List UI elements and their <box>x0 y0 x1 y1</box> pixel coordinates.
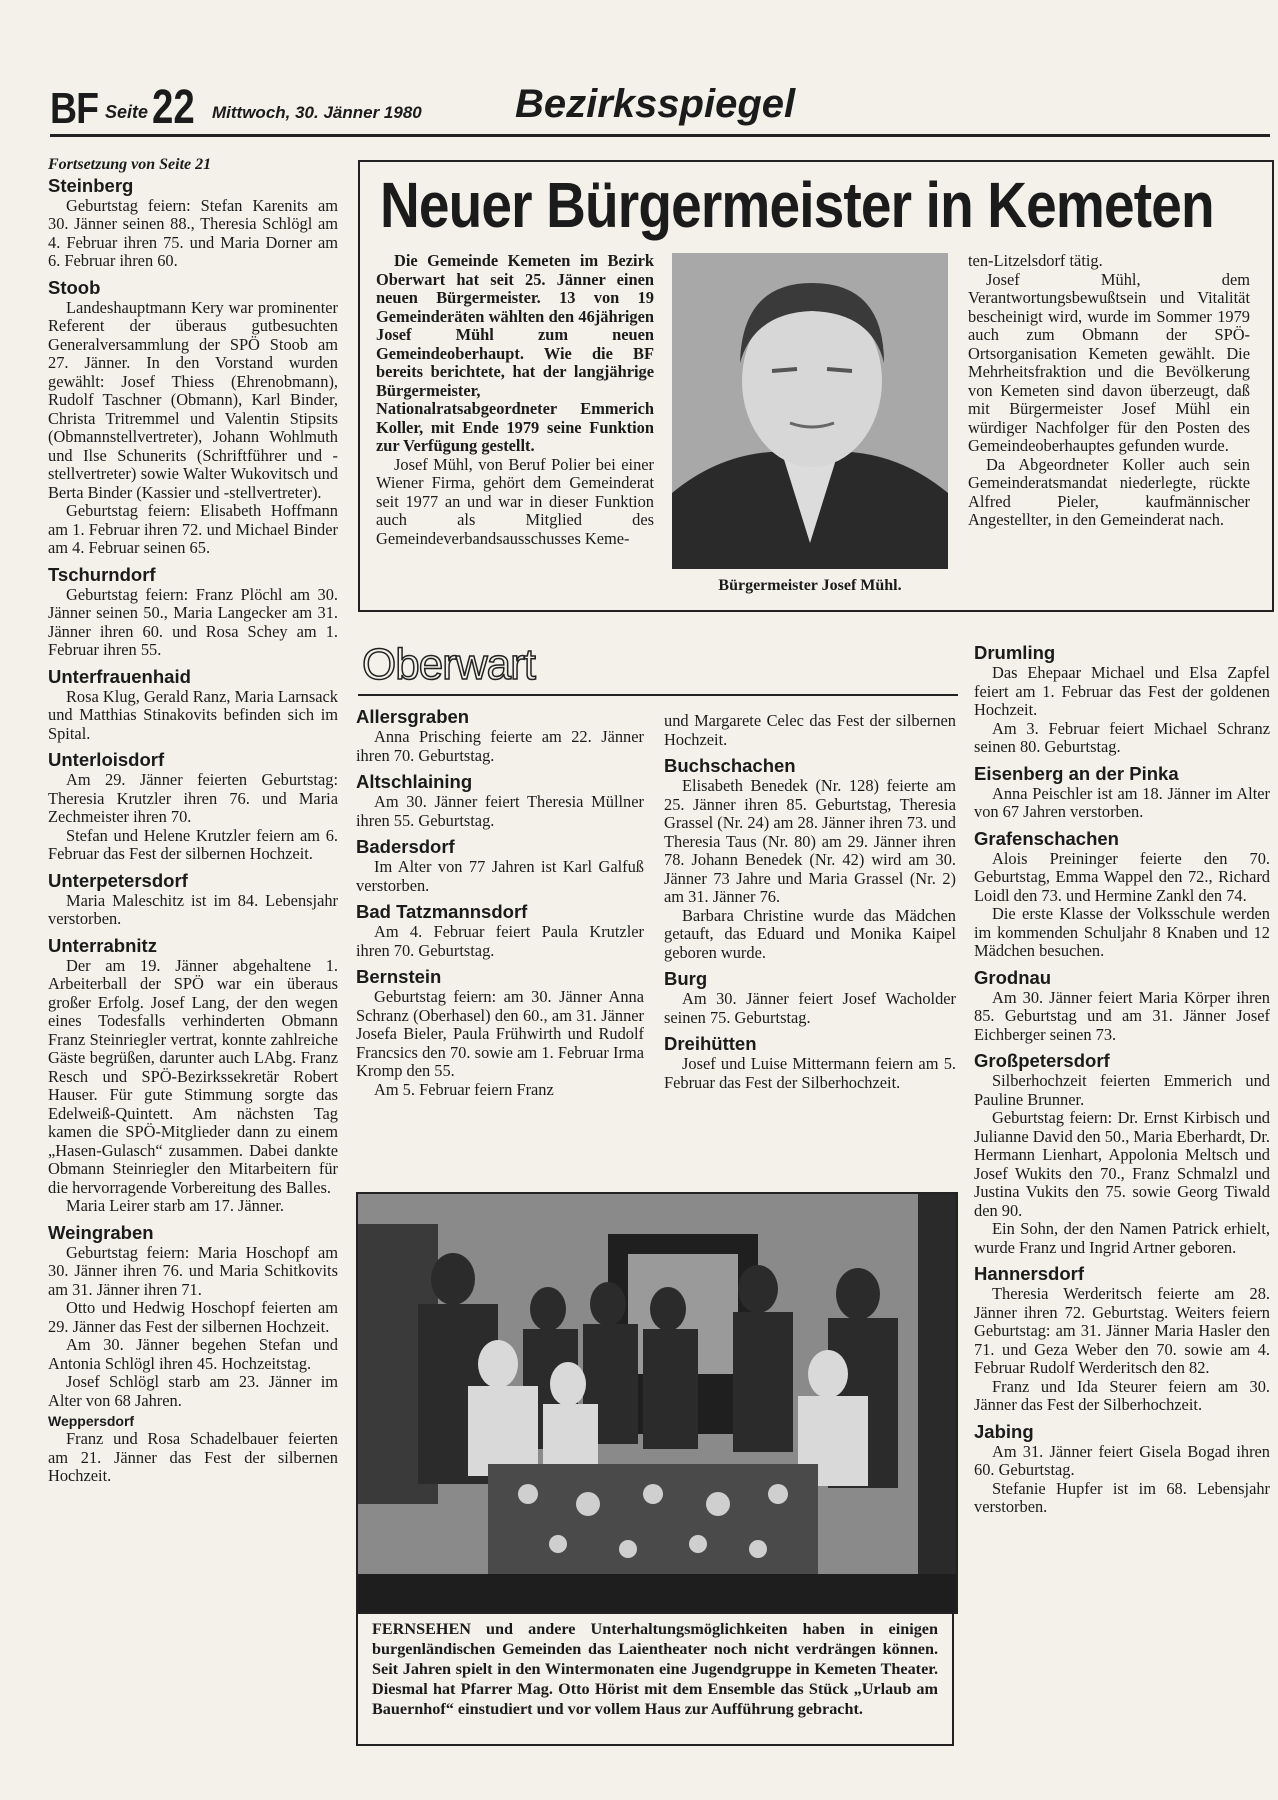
heading-burg: Burg <box>664 968 708 989</box>
heading-allersgraben: Allersgraben <box>356 706 470 727</box>
text-tschurndorf: Geburtstag feiern: Franz Plöchl am 30. Jänner seinen 50., Maria Langecker am 31. Jänner ihren 60. und Rosa Schey am 1. Februar ihren 55. <box>48 584 338 659</box>
heading-grosspetersdorf: Großpetersdorf <box>974 1050 1110 1071</box>
page-number: 22 <box>152 81 195 134</box>
text-allersgraben: Anna Prisching feierte am 22. Jänner ihren 70. Geburtstag. <box>356 727 644 765</box>
continuation-note: Fortsetzung von Seite 21 <box>48 156 212 173</box>
heading-unterfrauenhaid: Unterfrauenhaid <box>48 665 191 687</box>
text-stoob-1: Landeshauptmann Kery war prominenter Referent der überaus gutbesuchten Generalversammlung der SPÖ Stoob am 27. Jänner. In den Vorstand wurden gewählt: Josef Thiess (Ehrenobmann), Rudolf Taschner (Obmann), Karl Binder, Christa Tritremmel und Valentin Stipsits (Obmannstellvertreter), Johann Wohlmuth und Ilse Schunerits (Schriftführer und -stellvertreter) sowie Walter Wukovitsch und Berta Binder (Kassier und -stellvertreter). <box>48 297 338 502</box>
text-unterrabnitz-2: Maria Leirer starb am 17. Jänner. <box>66 1196 284 1215</box>
text-bernstein-1: Geburtstag feiern: am 30. Jänner Anna Schranz (Oberhasel) den 60., am 31. Jänner Josefa Bieler, Paula Frühwirth und Rudolf Francsics den 70. sowie am 1. Februar Irma Kromp den 55. <box>356 987 644 1080</box>
district-rule <box>358 694 958 696</box>
text-grodnau: Am 30. Jänner feiert Maria Körper ihren 85. Geburtstag und am 31. Jänner Josef Eichberger seinen 73. <box>974 987 1270 1044</box>
text-unterloisdorf-1: Am 29. Jänner feierten Geburtstag: Theresia Krutzler ihren 76. und Maria Zechmeister ihren 70. <box>48 770 338 826</box>
text-badersdorf: Im Alter von 77 Jahren ist Karl Galfuß verstorben. <box>356 857 644 895</box>
theater-image <box>358 1194 956 1612</box>
page-label: Seite <box>105 102 149 122</box>
feature-headline: Neuer Bürgermeister in Kemeten <box>380 169 1214 241</box>
heading-steinberg: Steinberg <box>48 174 134 196</box>
heading-dreihuetten: Dreihütten <box>664 1033 757 1054</box>
text-eisenberg: Anna Peischler ist am 18. Jänner im Alter von 67 Jahren verstorben. <box>974 783 1270 821</box>
feature-column-3 <box>968 252 1250 530</box>
left-column <box>48 156 338 1486</box>
heading-unterrabnitz: Unterrabnitz <box>48 934 157 956</box>
text-buchschachen-1: Elisabeth Benedek (Nr. 128) feierte am 25. Jänner ihren 85. Geburtstag, Theresia Grassel (Nr. 24) am 28. Jänner ihren 73. und Theresia Taus (Nr. 80) am 29. Jänner ihren 78. Johann Benedek (Nr. 42) wird am 30. Jänner 73 Jahre und Maria Grassel (Nr. 2) am 31. Jänner 76. <box>664 776 956 906</box>
heading-buchschachen: Buchschachen <box>664 755 796 776</box>
page-header <box>50 78 1270 134</box>
header-rule <box>50 134 1270 137</box>
text-weingraben-4: Josef Schlögl starb am 23. Jänner im Alter von 68 Jahren. <box>48 1372 338 1410</box>
section-title: Bezirksspiegel <box>515 82 796 126</box>
heading-badersdorf: Badersdorf <box>356 836 455 857</box>
heading-grafenschachen: Grafenschachen <box>974 827 1119 849</box>
text-bernstein-2: Am 5. Februar feiern Franz <box>374 1079 554 1099</box>
text-grafenschachen-1: Alois Preininger feierte den 70. Geburtstag, Emma Wappel den 72., Richard Loidl den 73. und Hermine Zankl den 74. <box>974 848 1270 905</box>
heading-hannersdorf: Hannersdorf <box>974 1263 1084 1284</box>
feature-lead: Die Gemeinde Kemeten im Bezirk Oberwart hat seit 25. Jänner einen neuen Bürgermeister. 13 von 19 Gemeinderäten wählten den 46jährigen Josef Mühl zum neuen Gemeindeoberhaupt. Wie die BF bereits berichtete, hat der langjährige Bürgermeister, Nationalratsabgeordneter Emmerich Koller, mit Ende 1979 seine Funktion zur Verfügung gestellt. <box>376 251 654 455</box>
text-drumling-1: Das Ehepaar Michael und Elsa Zapfel feiert am 1. Februar das Fest der goldenen Hochzeit. <box>974 663 1270 719</box>
text-drumling-2: Am 3. Februar feiert Michael Schranz seinen 80. Geburtstag. <box>974 718 1270 756</box>
text-grafenschachen-2: Die erste Klasse der Volksschule werden im kommenden Schuljahr 8 Knaben und 12 Mädchen besuchen. <box>974 904 1270 960</box>
text-grosspetersdorf-2: Geburtstag feiern: Dr. Ernst Kirbisch und Julianne David den 50., Maria Eberhardt, Dr. Hermann Lienhart, Appolonia Meltsch und Josef Wukits den 70., Franz Schmalzl und Justina Vukits den 75. sowie Georg Tiwald den 90. <box>974 1108 1270 1220</box>
text-buchschachen-2: Barbara Christine wurde das Mädchen getauft, das Eduard und Monika Kaipel geboren wurde. <box>664 905 956 962</box>
text-unterfrauenhaid: Rosa Klug, Gerald Ranz, Maria Larnsack und Matthias Stinakovits befinden sich im Spital. <box>48 686 338 743</box>
newspaper-logo: BF <box>50 84 99 133</box>
heading-bernstein: Bernstein <box>356 966 442 987</box>
text-grosspetersdorf-3: Ein Sohn, der den Namen Patrick erhielt, wurde Franz und Ingrid Artner geboren. <box>974 1219 1270 1257</box>
text-weingraben-3: Am 30. Jänner begehen Stefan und Antonia Schlögl ihren 45. Hochzeitstag. <box>48 1335 338 1373</box>
heading-unterloisdorf: Unterloisdorf <box>48 749 165 770</box>
feature-body-2: ten-Litzelsdorf tätig. <box>968 251 1103 270</box>
text-weingraben-2: Otto und Hedwig Hoschopf feierten am 29. Jänner das Fest der silbernen Hochzeit. <box>48 1298 338 1336</box>
theater-photo <box>356 1192 958 1614</box>
text-dreihuetten: Josef und Luise Mittermann feiern am 5. Februar das Fest der Silberhochzeit. <box>664 1054 956 1092</box>
text-weppersdorf: Franz und Rosa Schadelbauer feierten am 21. Jänner das Fest der silbernen Hochzeit. <box>48 1429 338 1485</box>
heading-jabing: Jabing <box>974 1420 1034 1442</box>
text-stoob-2: Geburtstag feiern: Elisabeth Hoffmann am 1. Februar ihren 72. und Michael Binder am 4. Februar seinen 65. <box>48 501 338 557</box>
portrait-image <box>672 253 948 569</box>
middle-column-1 <box>356 706 644 1099</box>
text-altschlaining: Am 30. Jänner feiert Theresia Müllner ihren 55. Geburtstag. <box>356 792 644 830</box>
portrait-caption: Bürgermeister Josef Mühl. <box>718 577 902 594</box>
middle-column-2 <box>664 712 956 1092</box>
feature-body-3: Josef Mühl, dem Verantwortungsbewußtsein und Vitalität bescheinigt wird, wurde im Sommer 1979 auch zum Obmann der SPÖ-Ortsorganisation Kemeten gewählt. Die Mehrheitsfraktion und die Bevölkerung von Kemeten sind davon überzeugt, daß mit Bürgermeister Josef Mühl ein würdiger Nachfolger für den Posten des Gemeindeoberhauptes gefunden wurde. <box>968 269 1250 455</box>
heading-eisenberg: Eisenberg an der Pinka <box>974 762 1179 784</box>
heading-bad-tatzmannsdorf: Bad Tatzmannsdorf <box>356 901 528 922</box>
text-unterpetersdorf: Maria Maleschitz ist im 84. Lebensjahr verstorben. <box>48 890 338 928</box>
right-column <box>974 642 1270 1517</box>
text-hannersdorf-1: Theresia Werderitsch feierte am 28. Jänner ihren 72. Geburtstag. Weiters feiern Geburtstag: am 31. Jänner Maria Hasler den 71. und Geza Weber den 70. sowie am 4. Februar Rudolf Werderitsch den 82. <box>974 1284 1270 1377</box>
text-jabing-1: Am 31. Jänner feiert Gisela Bogad ihren 60. Geburtstag. <box>974 1441 1270 1479</box>
text-grosspetersdorf-1: Silberhochzeit feierten Emmerich und Pauline Brunner. <box>974 1071 1270 1109</box>
text-jabing-2: Stefanie Hupfer ist im 68. Lebensjahr verstorben. <box>974 1478 1270 1516</box>
text-steinberg: Geburtstag feiern: Stefan Karenits am 30. Jänner seinen 88., Theresia Schlögl am 4. Februar ihren 75. und Maria Dorner am 6. Februar ihren 60. <box>48 195 338 270</box>
heading-unterpetersdorf: Unterpetersdorf <box>48 869 188 891</box>
heading-grodnau: Grodnau <box>974 966 1052 988</box>
district-title: Oberwart <box>362 640 535 689</box>
text-unterrabnitz-1: Der am 19. Jänner abgehaltene 1. Arbeiterball der SPÖ war ein überaus großer Erfolg. Josef Lang, der den wegen eines Todesfalls verhinderten Obmann Franz Steinriegler vertrat, konnte zahlreiche Gäste begrüßen, darunter auch LAbg. Franz Resch und SPÖ-Bezirkssekretär Robert Hauser. Für gute Stimmung sorgte das Edelweiß-Quintett. Am nächsten Tag kamen die SPÖ-Mitglieder dann zu einem „Hasen-Gulasch“ zusammen. Dabei dankte Obmann Steinriegler den Mitarbeitern für die hervorragende Vorbereitung des Balles. <box>48 955 338 1197</box>
heading-tschurndorf: Tschurndorf <box>48 563 156 585</box>
text-hannersdorf-2: Franz und Ida Steurer feiern am 30. Jänner das Fest der Silberhochzeit. <box>974 1376 1270 1414</box>
heading-stoob: Stoob <box>48 276 101 298</box>
heading-weingraben: Weingraben <box>48 1221 154 1243</box>
text-unterloisdorf-2: Stefan und Helene Krutzler feiern am 6. Februar das Fest der silbernen Hochzeit. <box>48 825 338 863</box>
heading-drumling: Drumling <box>974 642 1056 663</box>
text-burg: Am 30. Jänner feiert Josef Wacholder seinen 75. Geburtstag. <box>664 989 956 1027</box>
theater-caption: FERNSEHEN und andere Unterhaltungsmöglichkeiten haben in einigen burgenländischen Gemeinden das Laientheater noch nicht verdrängen können. Seit Jahren spielt in den Wintermonaten eine Jugendgruppe in Kemeten Theater. Diesmal hat Pfarrer Mag. Otto Hörist mit dem Ensemble das Stück „Urlaub am Bauernhof“ einstudiert und vor vollem Haus zur Aufführung gebracht. <box>356 1612 954 1746</box>
text-continued: und Margarete Celec das Fest der silbernen Hochzeit. <box>664 711 956 749</box>
heading-altschlaining: Altschlaining <box>356 771 473 792</box>
issue-date: Mittwoch, 30. Jänner 1980 <box>212 103 422 122</box>
feature-column-1 <box>376 252 654 548</box>
feature-body-1: Josef Mühl, von Beruf Polier bei einer Wiener Firma, gehört dem Gemeinderat seit 1977 an und war in dieser Funktion auch als Mitglied des Gemeindeverbandsausschusses Keme- <box>376 454 654 548</box>
heading-weppersdorf: Weppersdorf <box>48 1413 135 1429</box>
text-bad-tatzmannsdorf: Am 4. Februar feiert Paula Krutzler ihren 70. Geburtstag. <box>356 922 644 960</box>
feature-body-4: Da Abgeordneter Koller auch sein Gemeinderatsmandat niederlegte, rückte Alfred Pieler, kaufmännischer Angestellter, in den Gemeinderat nach. <box>968 454 1250 529</box>
text-weingraben-1: Geburtstag feiern: Maria Hoschopf am 30. Jänner ihren 76. und Maria Schitkovits am 31. Jänner ihren 71. <box>48 1242 338 1299</box>
portrait-photo <box>672 253 948 569</box>
